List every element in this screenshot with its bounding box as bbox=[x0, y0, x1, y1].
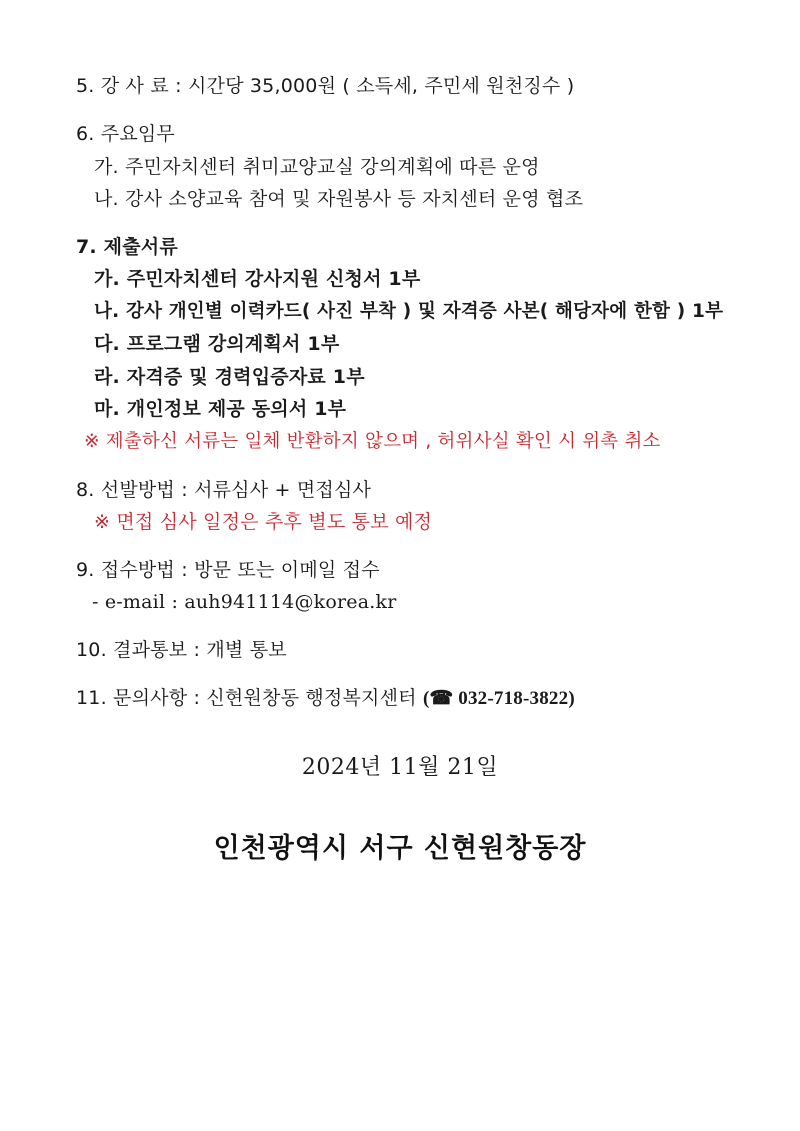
section-7-item: 나. 강사 개인별 이력카드( 사진 부착 ) 및 자격증 사본( 해당자에 한함 ) 1부 bbox=[94, 301, 724, 322]
section-6-title: 6. 주요임무 bbox=[76, 123, 175, 145]
contact-label: 11. 문의사항 : 신현원창동 행정복지센터 bbox=[76, 687, 423, 709]
section-9-email-row bbox=[92, 590, 397, 614]
document-date: 2024년 11월 21일 bbox=[301, 755, 499, 780]
section-11-contact bbox=[76, 686, 575, 711]
section-6-item: 나. 강사 소양교육 참여 및 자원봉사 등 자치센터 운영 협조 bbox=[94, 188, 584, 210]
section-7-note: ※ 제출하신 서류는 일체 반환하지 않으며 , 허위사실 확인 시 위촉 취소 bbox=[84, 431, 661, 452]
section-7-item: 마. 개인정보 제공 동의서 1부 bbox=[94, 398, 347, 420]
section-7-item: 라. 자격증 및 경력입증자료 1부 bbox=[94, 366, 365, 388]
section-9-title: 9. 접수방법 : 방문 또는 이메일 접수 bbox=[76, 559, 380, 581]
email-label: - e-mail : bbox=[92, 591, 185, 613]
section-7-title: 7. 제출서류 bbox=[76, 236, 178, 258]
section-5-fee: 5. 강 사 료 : 시간당 35,000원 ( 소득세, 주민세 원천징수 ) bbox=[76, 75, 575, 97]
section-7-item: 가. 주민자치센터 강사지원 신청서 1부 bbox=[94, 268, 421, 290]
section-7-item: 다. 프로그램 강의계획서 1부 bbox=[94, 333, 340, 355]
section-6-item: 가. 주민자치센터 취미교양교실 강의계획에 따른 운영 bbox=[94, 156, 540, 178]
issuer-name: 인천광역시 서구 신현원창동장 bbox=[213, 833, 587, 864]
section-8-title: 8. 선발방법 : 서류심사 + 면접심사 bbox=[76, 479, 372, 501]
phone-number: (☎ 032-718-3822) bbox=[422, 688, 575, 709]
section-8-note: ※ 면접 심사 일정은 추후 별도 통보 예정 bbox=[94, 511, 433, 533]
section-10-result: 10. 결과통보 : 개별 통보 bbox=[76, 639, 287, 661]
email-link[interactable]: auh941114@korea.kr bbox=[184, 591, 397, 613]
